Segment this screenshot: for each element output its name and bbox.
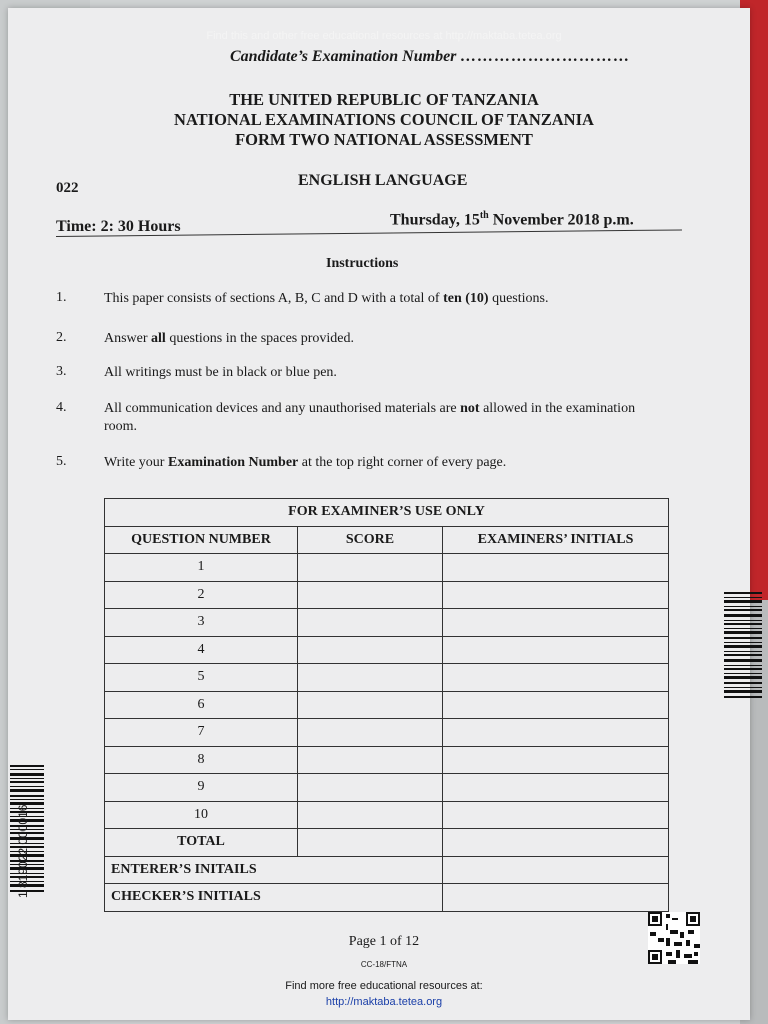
header-line-3: FORM TWO NATIONAL ASSESSMENT (235, 130, 533, 149)
header-line-1: THE UNITED REPUBLIC OF TANZANIA (229, 90, 539, 109)
checker-row (105, 884, 669, 912)
instruction-text: All writings must be in black or blue pen. (104, 365, 337, 380)
table-row (105, 636, 669, 664)
score-cell[interactable] (298, 801, 443, 829)
col-examiners-initials: EXAMINERS’ INITIALS (443, 526, 669, 554)
total-row (105, 829, 669, 857)
table-row (105, 664, 669, 692)
resources-note: Find more free educational resources at: (285, 980, 483, 992)
date-rest: November 2018 p.m. (488, 211, 634, 229)
initials-cell[interactable] (443, 801, 669, 829)
question-number-cell: 8 (105, 746, 298, 774)
candidate-label-text: Candidate’s Examination Number (230, 48, 457, 65)
table-row (105, 609, 669, 637)
table-row (105, 554, 669, 582)
date-day: Thursday, 15 (390, 211, 480, 229)
exam-date (390, 210, 634, 229)
table-title-row (105, 499, 669, 527)
initials-cell[interactable] (443, 636, 669, 664)
instruction-text: Write your Examination Number at the top right corner of every page. (104, 455, 507, 470)
question-number-cell: 2 (105, 581, 298, 609)
instruction-text: Answer all questions in the spaces provided. (104, 331, 355, 346)
instruction-text: All communication devices and any unauthorised materials are not allowed in the examination room. (104, 401, 636, 434)
enterer-label: ENTERER’S INITAILS (105, 856, 443, 884)
enterer-initials-cell[interactable] (443, 856, 669, 884)
score-cell[interactable] (298, 581, 443, 609)
candidate-dots: ………………………… (460, 48, 631, 65)
paper-code: 022 (56, 180, 79, 196)
instruction-number: 4. (56, 400, 67, 415)
instruction-number: 3. (56, 364, 67, 379)
score-cell[interactable] (298, 774, 443, 802)
paper-reference-code: CC-18/FTNA (360, 960, 408, 969)
candidate-number-label (230, 48, 630, 66)
initials-cell[interactable] (443, 746, 669, 774)
checker-initials-cell[interactable] (443, 884, 669, 912)
initials-cell[interactable] (443, 691, 669, 719)
resources-link[interactable]: http://maktaba.tetea.org (325, 996, 443, 1008)
question-number-cell: 6 (105, 691, 298, 719)
score-cell[interactable] (298, 719, 443, 747)
total-score-cell[interactable] (298, 829, 443, 857)
score-cell[interactable] (298, 554, 443, 582)
instructions-title: Instructions (326, 256, 399, 271)
checker-label: CHECKER’S INITIALS (105, 884, 443, 912)
table-header-row (105, 526, 669, 554)
table-row (105, 774, 669, 802)
instruction-number: 5. (56, 454, 67, 469)
initials-cell[interactable] (443, 609, 669, 637)
table-title: FOR EXAMINER’S USE ONLY (105, 499, 669, 527)
question-number-cell: 3 (105, 609, 298, 637)
question-number-cell: 5 (105, 664, 298, 692)
enterer-row (105, 856, 669, 884)
initials-cell[interactable] (443, 554, 669, 582)
resource-banner: Find this and other free educational resources at http://maktaba.tetea.org (206, 30, 562, 42)
table-row (105, 746, 669, 774)
barcode-number: 1 819022 000016 (16, 804, 30, 898)
table-row (105, 719, 669, 747)
question-number-cell: 4 (105, 636, 298, 664)
total-label: TOTAL (105, 829, 298, 857)
table-row (105, 691, 669, 719)
col-score: SCORE (298, 526, 443, 554)
header-line-2: NATIONAL EXAMINATIONS COUNCIL OF TANZANIA (174, 110, 594, 129)
table-row (105, 801, 669, 829)
page-number: Page 1 of 12 (348, 934, 420, 949)
table-row (105, 581, 669, 609)
subject-title: ENGLISH LANGUAGE (298, 172, 468, 189)
score-cell[interactable] (298, 746, 443, 774)
examiner-table (104, 498, 669, 912)
score-cell[interactable] (298, 636, 443, 664)
question-number-cell: 10 (105, 801, 298, 829)
instruction-text: This paper consists of sections A, B, C and D with a total of ten (10) questions. (104, 291, 549, 306)
question-number-cell: 9 (105, 774, 298, 802)
instruction-number: 2. (56, 330, 67, 345)
initials-cell[interactable] (443, 664, 669, 692)
initials-cell[interactable] (443, 719, 669, 747)
right-barcode-icon (724, 592, 762, 702)
initials-cell[interactable] (443, 581, 669, 609)
initials-cell[interactable] (443, 774, 669, 802)
instruction-number: 1. (56, 290, 67, 305)
score-cell[interactable] (298, 691, 443, 719)
date-sup: th (479, 210, 489, 221)
total-initials-cell[interactable] (443, 829, 669, 857)
exam-time: Time: 2: 30 Hours (56, 218, 181, 235)
question-number-cell: 7 (105, 719, 298, 747)
question-number-cell: 1 (105, 554, 298, 582)
col-question-number: QUESTION NUMBER (105, 526, 298, 554)
score-cell[interactable] (298, 664, 443, 692)
score-cell[interactable] (298, 609, 443, 637)
